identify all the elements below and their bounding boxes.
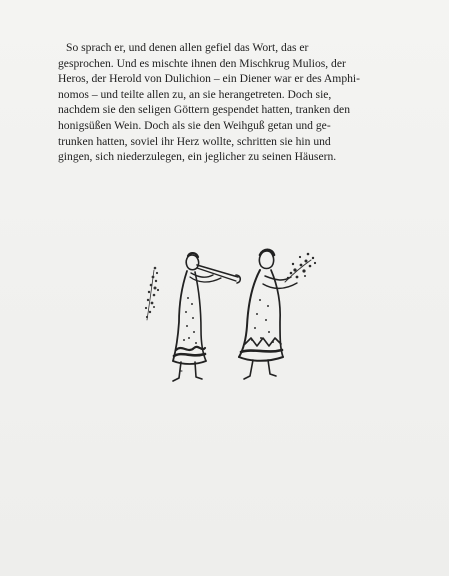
flower-branch [285, 253, 316, 282]
text-line-2: gesprochen. Und es mischte ihnen den Mischkrug Mulios, der [58, 56, 346, 70]
ink-drawing-two-figures-icon [135, 240, 325, 390]
text-line-7: trunken hatten, soviel ihr Herz wollte, schritten sie hin und [58, 134, 331, 148]
text-line-8: gingen, sich niederzulegen, ein jeglicher zu seinen Häusern. [58, 150, 337, 164]
text-line-5: nachdem sie den seligen Göttern gespendet hatten, tranken den [58, 103, 350, 117]
right-figure-with-branch [239, 250, 297, 379]
body-text [58, 40, 400, 165]
text-line-6: honigsüßen Wein. Doch als sie den Weihguß getan und ge- [58, 118, 331, 132]
left-figure-musician [173, 253, 240, 381]
text-line-4: nomos – und teilte allen zu, an sie herangetreten. Doch sie, [58, 87, 332, 101]
text-line-1: So sprach er, und denen allen gefiel das Wort, das er [66, 41, 309, 54]
text-line-3: Heros, der Herold von Dulichion – ein Diener war er des Amphi- [58, 72, 360, 86]
left-plant-sprig [145, 267, 159, 318]
